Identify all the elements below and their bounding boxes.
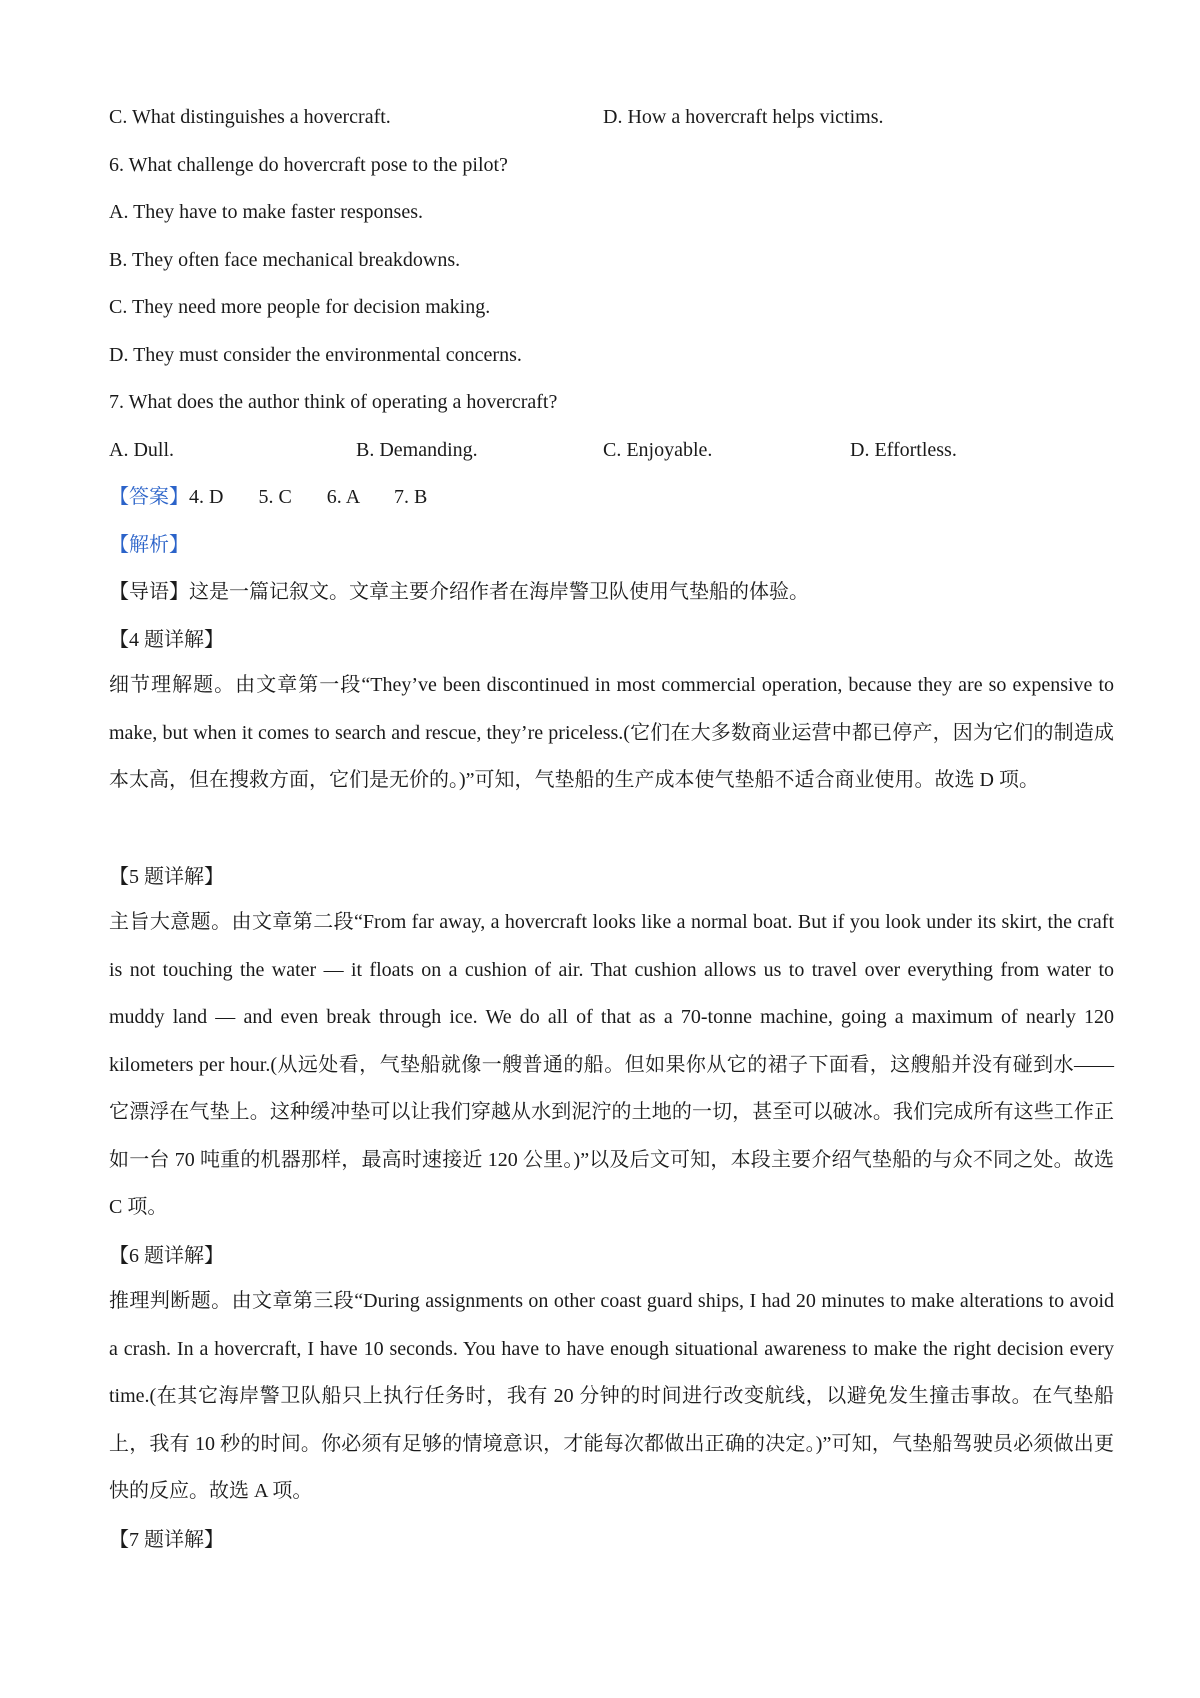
q6-option-a: A. They have to make faster responses. bbox=[109, 201, 423, 223]
detail-4-text: 细节理解题。由文章第一段“They’ve been discontinued in most commercial operation, because they are so expensive to make, but when it comes to search and rescue, they’re priceless.(它们在大多数商业运营中都已停产，因为它们的制造成本太高，但在搜救方面，它们是无价的。)”可知，气垫船的生产成本使气垫船不适合商业使用。故选 D 项。 bbox=[109, 674, 1114, 791]
answer-row bbox=[109, 484, 427, 510]
q7-option-a: A. Dull. bbox=[109, 439, 174, 461]
answer-label: 【答案】 bbox=[109, 486, 189, 508]
detail-7-heading: 【7 题详解】 bbox=[109, 1529, 224, 1551]
analysis-label: 【解析】 bbox=[109, 534, 189, 556]
q7-option-b: B. Demanding. bbox=[356, 439, 478, 461]
q7-question: 7. What does the author think of operating a hovercraft? bbox=[109, 391, 558, 413]
detail-5-text: 主旨大意题。由文章第二段“From far away, a hovercraft looks like a normal boat. But if you look under its skirt, the craft is not touching the water — it floats on a cushion of air. That cushion allows us to travel over everything from water to muddy land — and even break through ice. We do all of that as a 70-tonne machine, going a maximum of nearly 120 kilometers per hour.(从远处看，气垫船就像一艘普通的船。但如果你从它的裙子下面看，这艘船并没有碰到水——它漂浮在气垫上。这种缓冲垫可以让我们穿越从水到泥泞的土地的一切，甚至可以破冰。我们完成所有这些工作正如一台 70 吨重的机器那样，最高时速接近 120 公里。)”以及后文可知，本段主要介绍气垫船的与众不同之处。故选 C 项。 bbox=[109, 911, 1114, 1218]
q6-option-b: B. They often face mechanical breakdowns. bbox=[109, 249, 461, 271]
q6-option-d: D. They must consider the environmental concerns. bbox=[109, 344, 522, 366]
q5-option-d: D. How a hovercraft helps victims. bbox=[603, 106, 884, 128]
detail-4-heading: 【4 题详解】 bbox=[109, 629, 224, 651]
q6-option-c: C. They need more people for decision making. bbox=[109, 296, 491, 318]
answer-5: 5. C bbox=[258, 486, 292, 508]
detail-5-heading: 【5 题详解】 bbox=[109, 866, 224, 888]
answer-6: 6. A bbox=[326, 486, 360, 508]
q5-option-c: C. What distinguishes a hovercraft. bbox=[109, 106, 391, 128]
detail-6-text: 推理判断题。由文章第三段“During assignments on other coast guard ships, I had 20 minutes to make alterations to avoid a crash. In a hovercraft, I have 10 seconds. You have to have enough situational awareness to make the right decision every time.(在其它海岸警卫队船只上执行任务时，我有 20 分钟的时间进行改变航线，以避免发生撞击事故。在气垫船上，我有 10 秒的时间。你必须有足够的情境意识，才能每次都做出正确的决定。)”可知，气垫船驾驶员必须做出更快的反应。故选 A 项。 bbox=[109, 1290, 1114, 1502]
q7-option-c: C. Enjoyable. bbox=[603, 439, 713, 461]
q6-question: 6. What challenge do hovercraft pose to the pilot? bbox=[109, 154, 508, 176]
detail-6-heading: 【6 题详解】 bbox=[109, 1245, 224, 1267]
answer-4: 4. D bbox=[189, 486, 224, 508]
intro-text: 【导语】这是一篇记叙文。文章主要介绍作者在海岸警卫队使用气垫船的体验。 bbox=[109, 581, 809, 603]
answer-7: 7. B bbox=[394, 486, 428, 508]
q7-option-d: D. Effortless. bbox=[850, 439, 957, 461]
